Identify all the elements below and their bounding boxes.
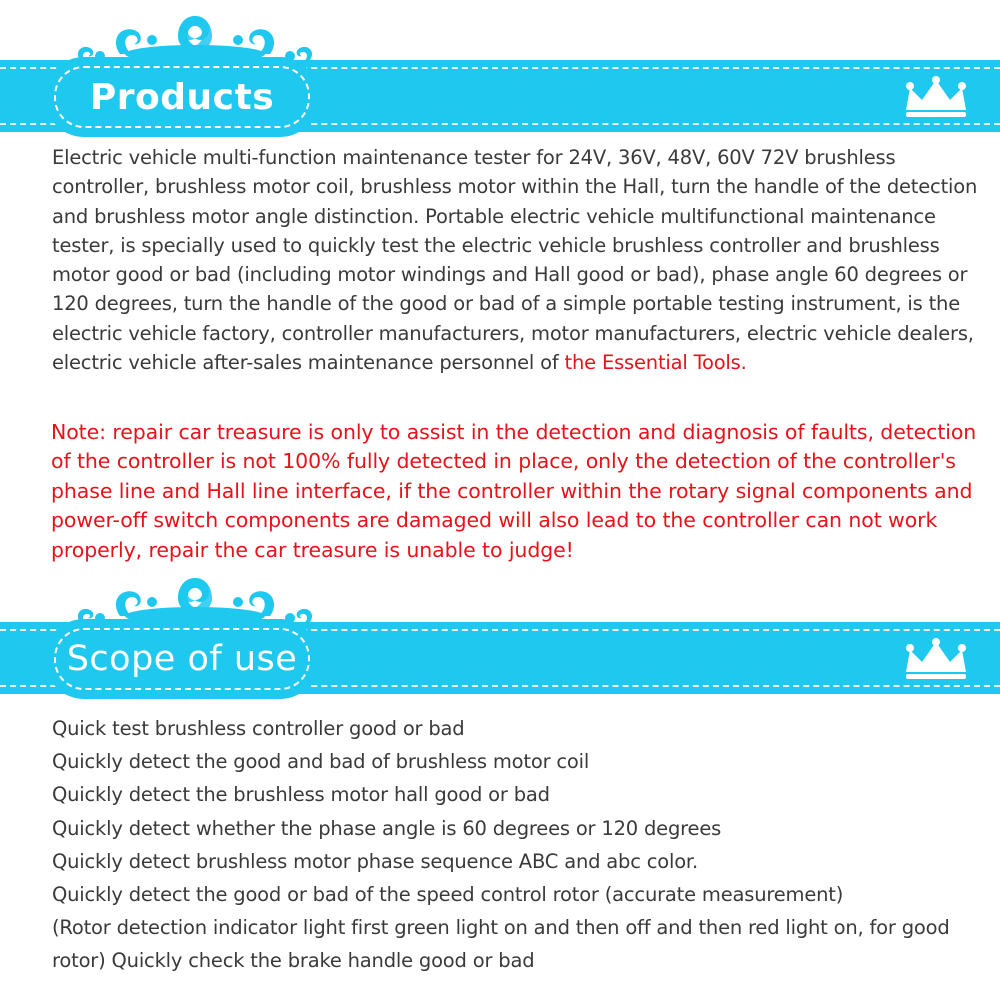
crown-icon xyxy=(900,638,972,682)
list-item: (Rotor detection indicator light first green light on and then off and then red light on, for good rotor) Quickly check the brake handle good or bad xyxy=(52,916,950,973)
products-header xyxy=(0,10,1000,140)
list-item: Quick test brushless controller good or bad xyxy=(52,717,465,740)
description-text: Electric vehicle multi-function maintenance tester for 24V, 36V, 48V, 60V 72V brushless controller, brushless motor coil, brushless motor within the Hall, turn the handle of the detection and brushless motor angle distinction. Portable electric vehicle multifunctional maintenance tester, is specially used to quickly test the electric vehicle brushless controller and brushless motor good or bad (including motor windings and Hall good or bad), phase angle 60 degrees or 120 degrees, turn the handle of the good or bad of a simple portable testing instrument, is the electric vehicle factory, controller manufacturers, motor manufacturers, electric vehicle dealers, electric vehicle after-sales maintenance personnel of xyxy=(52,146,978,375)
note-paragraph: Note: repair car treasure is only to assist in the detection and diagnosis of faults, detection of the controller is not 100% fully detected in place, only the detection of the controller's phase line and Hall line interface, if the controller within the rotary signal components and power-off switch components are damaged will also lead to the controller can not work properly, repair the car treasure is unable to judge! xyxy=(51,420,977,562)
section-title-pill xyxy=(48,60,316,134)
list-item: Quickly detect brushless motor phase sequence ABC and abc color. xyxy=(52,849,698,873)
scope-header xyxy=(0,572,1000,702)
crown-icon xyxy=(900,76,972,120)
section-title-pill xyxy=(48,622,316,696)
usage-list xyxy=(52,712,997,978)
list-item: Quickly detect the brushless motor hall good or bad xyxy=(52,783,550,807)
section-title: Products xyxy=(89,76,275,118)
section-title: Scope of use xyxy=(66,639,298,679)
product-description xyxy=(52,143,987,377)
essential-tools-highlight: the Essential Tools. xyxy=(564,351,747,375)
list-item: Quickly detect whether the phase angle is 60 degrees or 120 degrees xyxy=(52,816,722,840)
list-item: Quickly detect the good and bad of brushless motor coil xyxy=(52,750,590,774)
list-item: Quickly detect the good or bad of the speed control rotor (accurate measurement) xyxy=(52,883,844,907)
